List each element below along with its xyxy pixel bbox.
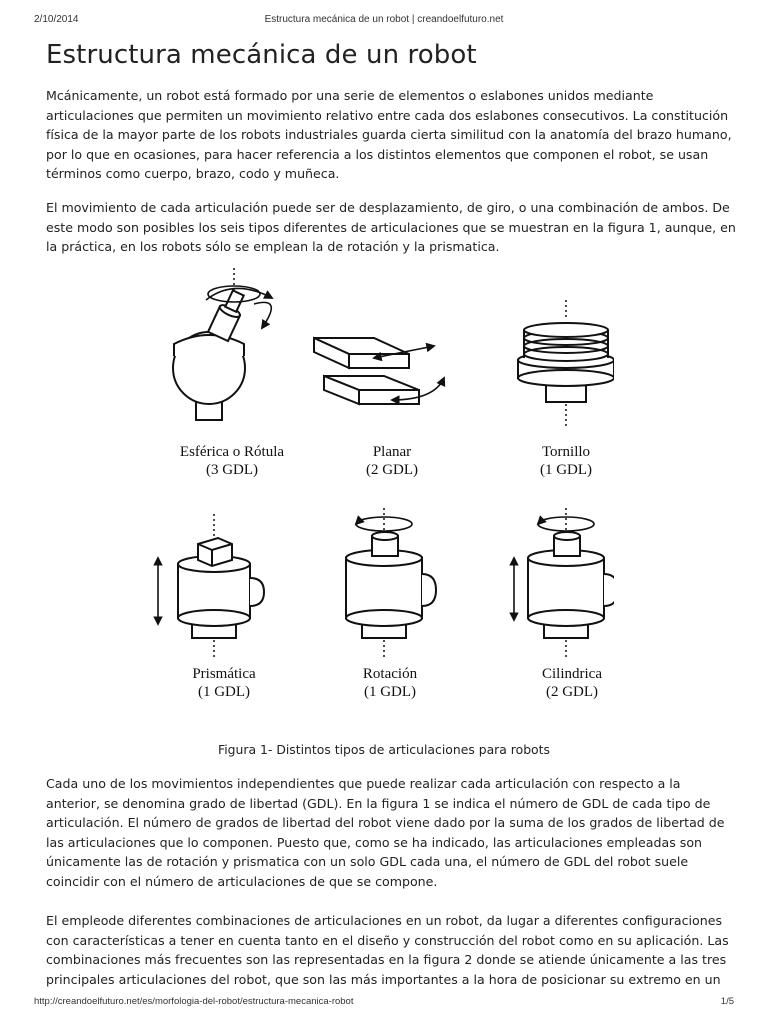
print-url: http://creandoelfuturo.net/es/morfologia-del-robot/estructura-mecanica-robot	[34, 996, 354, 1007]
print-date: 2/10/2014	[34, 14, 79, 25]
print-footer	[34, 996, 734, 1010]
joint-dof-planar: (2 GDL)	[365, 462, 419, 478]
print-page-title: Estructura mecánica de un robot | creandoelfuturo.net	[264, 14, 504, 25]
figure-caption: Figura 1- Distintos tipos de articulaciones para robots	[218, 742, 550, 757]
prismatic-joint-drawing	[158, 514, 264, 660]
paragraph-intro: Mcánicamente, un robot está formado por una serie de elementos o eslabones unidos mediante articulaciones que permiten un movimiento relativo entre cada dos eslabones consecutivos. La constitución física de la mayor parte de los robots industriales guarda cierta similitud con la anatomía del brazo humano, por lo que en ocasiones, para hacer referencia a los distintos elementos que componen el robot, se usan términos como cuerpo, brazo, codo y muñeca.	[46, 88, 732, 182]
joint-name-revolute: Rotación	[362, 666, 418, 682]
joint-dof-prismatic: (1 GDL)	[197, 684, 251, 700]
print-header	[34, 14, 734, 28]
cylindrical-joint-drawing	[514, 508, 614, 660]
joint-dof-screw: (1 GDL)	[539, 462, 593, 478]
screw-joint-drawing	[518, 300, 614, 428]
print-page-number: 1/5	[720, 996, 734, 1007]
revolute-joint-drawing	[346, 508, 436, 660]
paragraph-movement: El movimiento de cada articulación puede ser de desplazamiento, de giro, o una combinación de ambos. De este modo son posibles los seis tipos diferentes de articulaciones que se muestran en la figura 1, aunque, en la práctica, en los robots sólo se emplean la de rotación y la prismatica.	[46, 200, 736, 255]
joint-name-screw: Tornillo	[541, 444, 591, 460]
joint-name-spherical: Esférica o Rótula	[179, 444, 285, 460]
joint-name-planar: Planar	[372, 444, 412, 460]
paragraph-configurations: El empleode diferentes combinaciones de articulaciones en un robot, da lugar a diferentes configuraciones con características a tener en cuenta tanto en el diseño y construcción del robot como en su aplicación. Las combinaciones más frecuentes son las representadas en la figura 2 donde se atiende únicamente a las tres principales articulaciones del robot, que son las más importantes a la hora de posicionar su extremo en un	[46, 913, 729, 987]
joint-name-prismatic: Prismática	[192, 666, 256, 682]
joint-dof-revolute: (1 GDL)	[363, 684, 417, 700]
spherical-joint-drawing	[173, 268, 272, 420]
figure-joint-types	[134, 268, 614, 720]
joint-name-cylindrical: Cilindrica	[542, 666, 602, 682]
joint-dof-cylindrical: (2 GDL)	[545, 684, 599, 700]
joint-dof-spherical: (3 GDL)	[205, 462, 259, 478]
page-title: Estructura mecánica de un robot	[46, 40, 477, 70]
paragraph-dof: Cada uno de los movimientos independientes que puede realizar cada articulación con respecto a la anterior, se denomina grado de libertad (GDL). En la figura 1 se indica el número de GDL de cada tipo de articulación. El número de grados de libertad del robot viene dado por la suma de los grados de libertad de las articulaciones que lo componen. Puesto que, como se ha indicado, las articulaciones empleadas son únicamente las de rotación y prismatica con un solo GDL cada una, el número de GDL del robot suele coincidir con el número de articulaciones de que se compone.	[46, 776, 725, 889]
planar-joint-drawing	[314, 338, 444, 404]
